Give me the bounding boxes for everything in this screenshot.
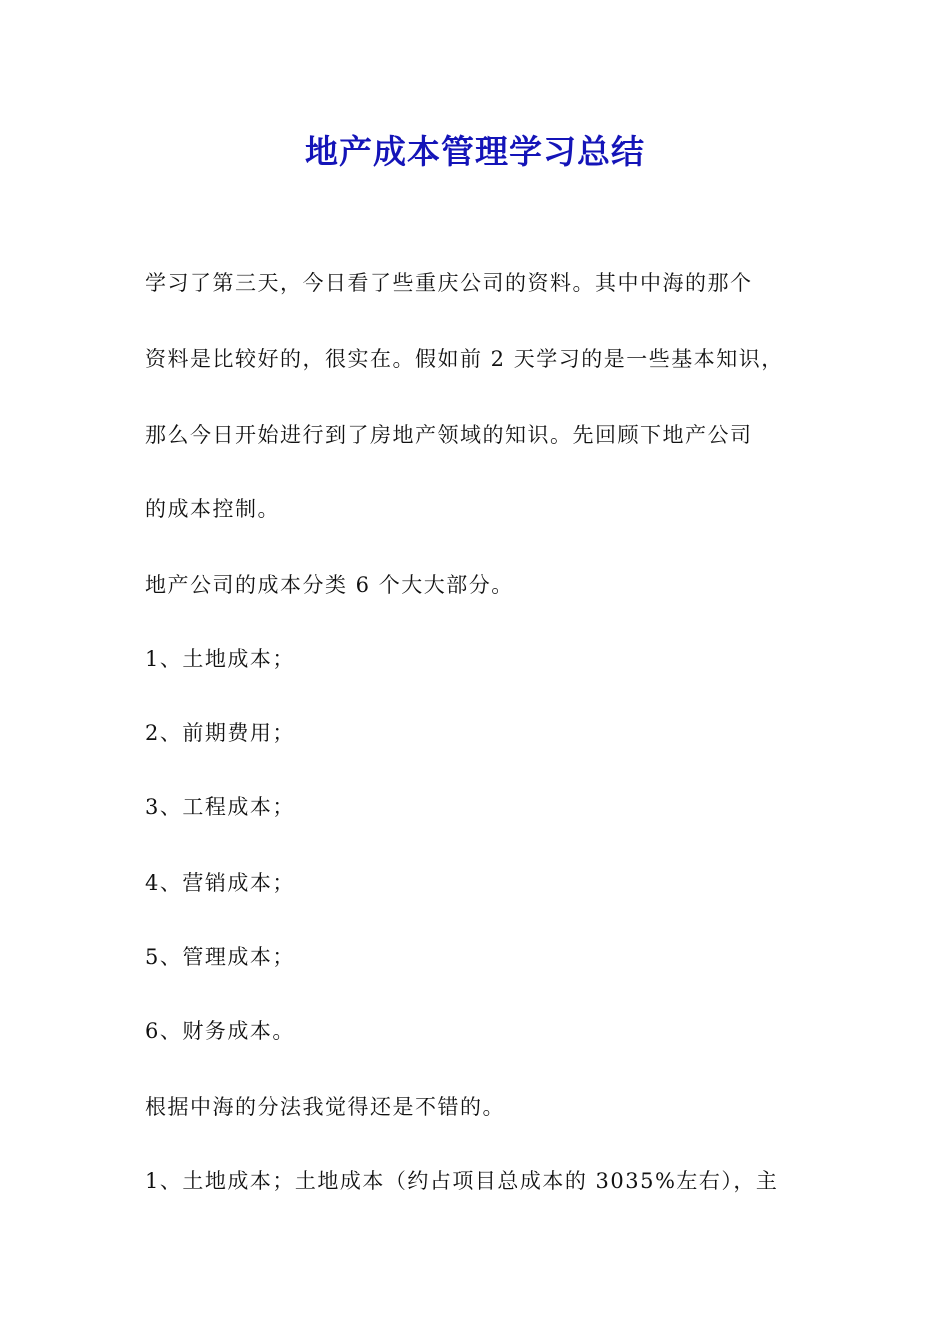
list-item: 6、财务成本。 [145,1019,295,1043]
paragraph-line: 的成本控制。 [145,497,280,521]
list-item: 3、工程成本； [145,795,295,819]
paragraph-line: 学习了第三天，今日看了些重庆公司的资料。其中中海的那个 [145,271,753,295]
list-item: 5、管理成本； [145,945,295,969]
document-title: 地产成本管理学习总结 [305,132,645,171]
list-item: 4、营销成本； [145,871,295,895]
paragraph-line: 资料是比较好的，很实在。假如前 2 天学习的是一些基本知识， [145,347,784,371]
paragraph-line: 那么今日开始进行到了房地产领域的知识。先回顾下地产公司 [145,423,753,447]
paragraph: 根据中海的分法我觉得还是不错的。 [145,1095,505,1119]
list-item: 1、土地成本； [145,647,295,671]
list-item: 2、前期费用； [145,721,295,745]
paragraph: 1、土地成本；土地成本（约占项目总成本的 3035%左右），主 [145,1169,779,1193]
paragraph: 地产公司的成本分类 6 个大大部分。 [145,573,514,597]
